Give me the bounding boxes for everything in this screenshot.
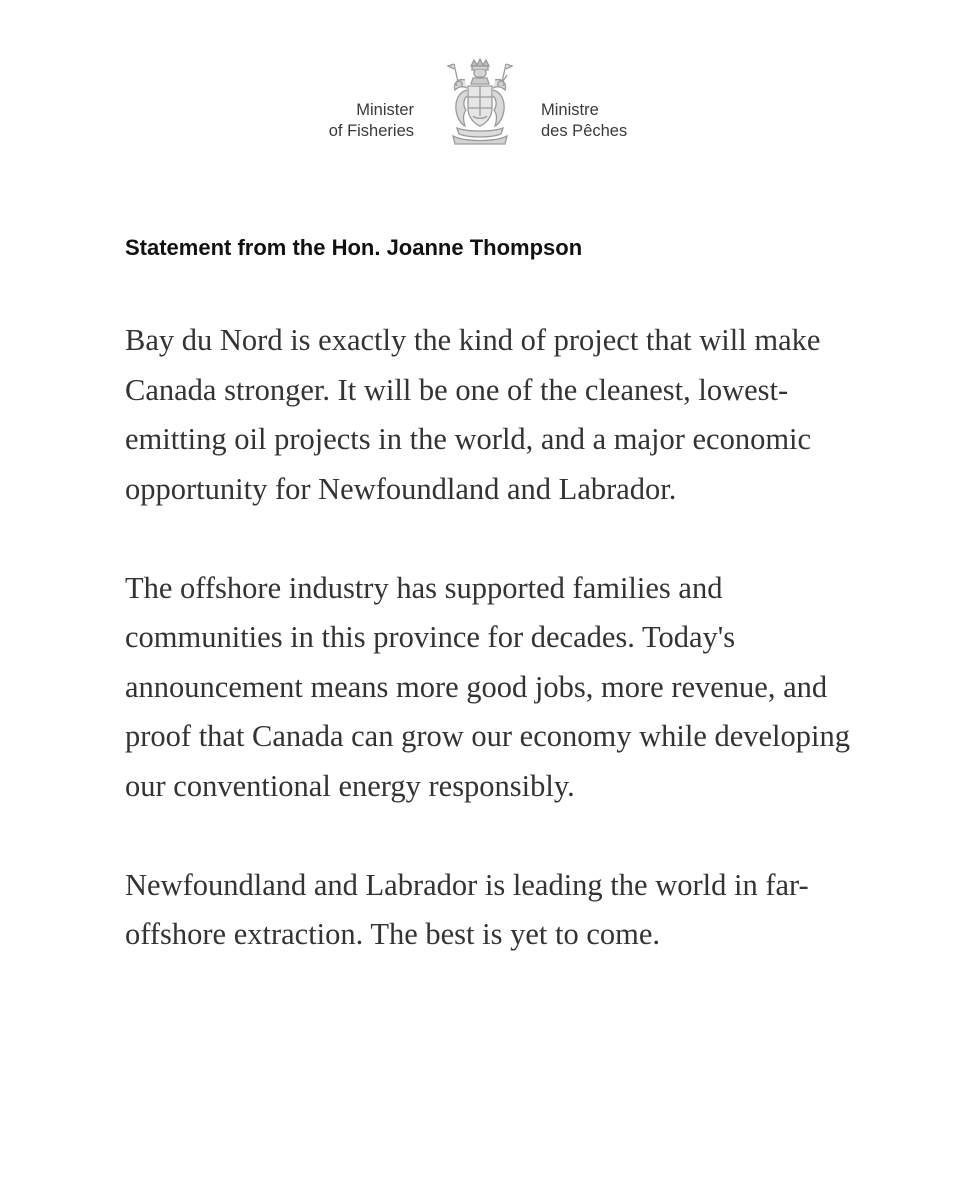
minister-fr-line-2: des Pêches bbox=[541, 122, 628, 140]
statement-paragraph-3: Newfoundland and Labrador is leading the world in far-offshore extraction. The best is yet to come. bbox=[125, 867, 809, 951]
minister-en-line-1: Minister bbox=[356, 101, 414, 119]
statement-body bbox=[125, 316, 885, 960]
minister-title-english bbox=[329, 100, 414, 142]
minister-title-french bbox=[541, 100, 627, 142]
letterhead bbox=[0, 56, 960, 156]
minister-en-line-2: of Fisheries bbox=[328, 122, 414, 140]
statement-paragraph-2: The offshore industry has supported families and communities in this province for decades. Today's announcement means more good jobs, more revenue, and proof that Canada can grow our economy while developing our conventional energy responsibly. bbox=[125, 570, 851, 803]
statement-paragraph-1: Bay du Nord is exactly the kind of project that will make Canada stronger. It will be one of the cleanest, lowest-emitting oil projects in the world, and a major economic opportunity for Newfoundland and Labrador. bbox=[125, 323, 821, 506]
statement-title: Statement from the Hon. Joanne Thompson bbox=[125, 235, 583, 260]
royal-coat-of-arms-icon bbox=[443, 56, 517, 146]
minister-fr-line-1: Ministre bbox=[541, 101, 599, 119]
